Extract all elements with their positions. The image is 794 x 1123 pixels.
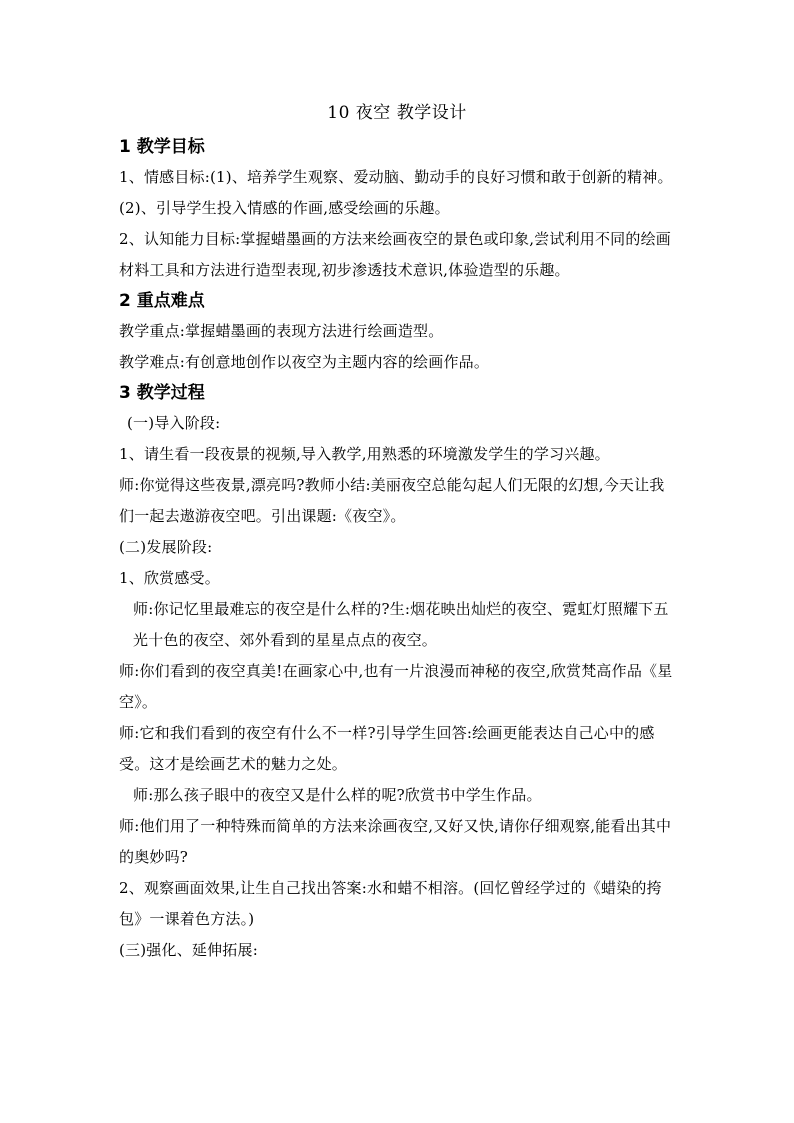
section-heading: 2 重点难点 — [119, 291, 205, 311]
section-heading: 1 教学目标 — [119, 137, 205, 157]
paragraph: 1、请生看一段夜景的视频,导入教学,用熟悉的环境激发学生的学习兴趣。 — [119, 445, 610, 463]
section-heading: 3 教学过程 — [119, 383, 205, 403]
paragraph: 师:你记忆里最难忘的夜空是什么样的?生:烟花映出灿烂的夜空、霓虹灯照耀下五光十色的夜空、郊外看到的星星点点的夜空。 — [133, 600, 669, 649]
paragraph: (二)发展阶段: — [119, 538, 213, 556]
paragraph: 2、观察画面效果,让生自己找出答案:水和蜡不相溶。(回忆曾经学过的《蜡染的挎包》一课着色方法。) — [119, 879, 662, 928]
section-teaching-goals — [119, 132, 679, 286]
paragraph: 师:它和我们看到的夜空有什么不一样?引导学生回答:绘画更能表达自己心中的感受。这才是绘画艺术的魅力之处。 — [119, 724, 655, 773]
paragraph: 2、认知能力目标:掌握蜡墨画的方法来绘画夜空的景色或印象,尝试利用不同的绘画材料工具和方法进行造型表现,初步渗透技术意识,体验造型的乐趣。 — [119, 230, 671, 279]
paragraph: 教学难点:有创意地创作以夜空为主题内容的绘画作品。 — [119, 353, 490, 371]
section-key-difficult-points — [119, 286, 679, 378]
paragraph: 师:你们看到的夜空真美!在画家心中,也有一片浪漫而神秘的夜空,欣赏梵高作品《星空》。 — [119, 662, 673, 711]
paragraph: 师:他们用了一种特殊而简单的方法来涂画夜空,又好又快,请你仔细观察,能看出其中的奥妙吗? — [119, 817, 672, 866]
document-title: 10 夜空 教学设计 — [327, 103, 467, 123]
paragraph: 师:你觉得这些夜景,漂亮吗?教师小结:美丽夜空总能勾起人们无限的幻想,今天让我们一起去遨游夜空吧。引出课题:《夜空》。 — [119, 476, 665, 525]
section-teaching-process — [119, 378, 679, 966]
paragraph: 师:那么孩子眼中的夜空又是什么样的呢?欣赏书中学生作品。 — [133, 786, 542, 804]
document-body — [119, 132, 679, 966]
paragraph: (一)导入阶段: — [127, 414, 221, 432]
paragraph: 教学重点:掌握蜡墨画的表现方法进行绘画造型。 — [119, 322, 444, 340]
paragraph: 1、情感目标:(1)、培养学生观察、爱动脑、勤动手的良好习惯和敢于创新的精神。(2)、引导学生投入情感的作画,感受绘画的乐趣。 — [119, 168, 673, 217]
paragraph: (三)强化、延伸拓展: — [119, 941, 258, 959]
paragraph: 1、欣赏感受。 — [119, 569, 220, 587]
